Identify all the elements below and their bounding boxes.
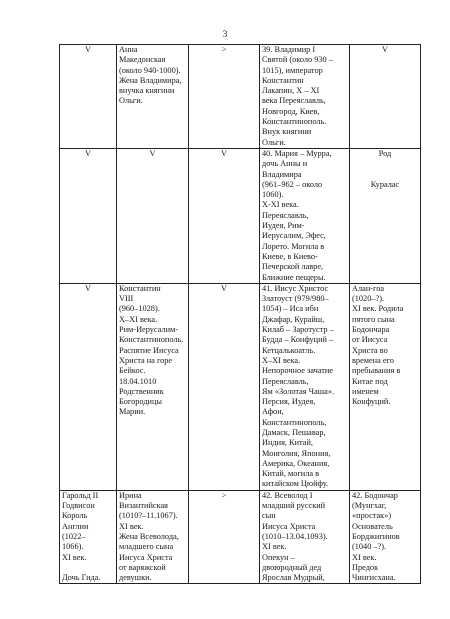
table-cell: Алан-гоа (1020–?). XI век. Родила пятого сына Бодончара от Иисуса Христа во времена его пребывания в Китае под именем Конфуций. — [350, 283, 421, 490]
table-cell: Константин VIII (960–1028). X–XI века. Рим-Иерусалим- Константинополь. Распятие Иисуса Христа на горе Бейкос. 18.04.1010 Родственник Богородицы Марии. — [117, 283, 189, 490]
table-cell: 41. Иисус Христос Златоуст (979/980– 1054) – Иса ибн Джафар, Курайш, Килаб – Заротустр – Будда – Конфуций – Кетцалькоатль. X–XI века. Непорочное зачатие Переяславль, Ям «Золотая Чаша». Персия, Иудея, Афон, Константинополь, Дамаск, Пешавар, Индия, Китай, Монголия, Япония, Америка, Океания, Китай, могила в китайском Цюйфу. — [260, 283, 350, 490]
table-cell: 42. Бодончар (Мунгхаг, «простак») Основатель Борджигинов (1040 –?). XI век. Предок Чингисхана. — [350, 490, 421, 584]
table-cell: 42. Всеволод I младший русский сын Иисуса Христа (1010–13.04.1093). XI век. Опекун – двоюродный дед Ярослав Мудрый, — [260, 490, 350, 584]
genealogy-table — [59, 44, 421, 584]
page-number: 3 — [222, 30, 228, 40]
table-cell-clan: Род Куралас — [350, 148, 421, 283]
table-row — [60, 45, 421, 149]
table-row — [60, 283, 421, 490]
table-cell: 40. Мария – Мурра, дочь Анны и Владимира (961–962 – около 1060). X-XI века. Переяславль, Иудея, Рим- Иерусалим, Эфес, Лорето. Могила в Киеве, в Киево- Печерской лавре, Ближние пещеры. — [260, 148, 350, 283]
table-cell-marker: V — [189, 148, 260, 283]
table-cell: Гарольд II Годвисон Король Англии (1022– 1066). XI век. Дочь Гида. — [60, 490, 117, 584]
table-row — [60, 148, 421, 283]
table-row — [60, 490, 421, 584]
table-cell: 39. Владимир I Святой (около 930 – 1015), император Константин Лакапин, X – XI века Переяславль, Новгород, Киев, Константинополь. Внук княгини Ольги. — [260, 45, 350, 149]
table-cell-marker: V — [60, 283, 117, 490]
table-cell-marker: V — [60, 45, 117, 149]
table-cell-marker: V — [60, 148, 117, 283]
table-cell-marker: V — [117, 148, 189, 283]
table-cell-marker: V — [350, 45, 421, 149]
table-cell-marker: > — [189, 45, 260, 149]
table-cell: Анна Македонская (около 940-1000). Жена Владимира, внучка княгини Ольги. — [117, 45, 189, 149]
table-cell-marker: V — [189, 283, 260, 490]
table-cell-marker: > — [189, 490, 260, 584]
table-cell: Ирина Византийская (1010?–11.1067). XI век. Жена Всеволода, младшего сына Иисуса Христа от варяжской девушки. — [117, 490, 189, 584]
